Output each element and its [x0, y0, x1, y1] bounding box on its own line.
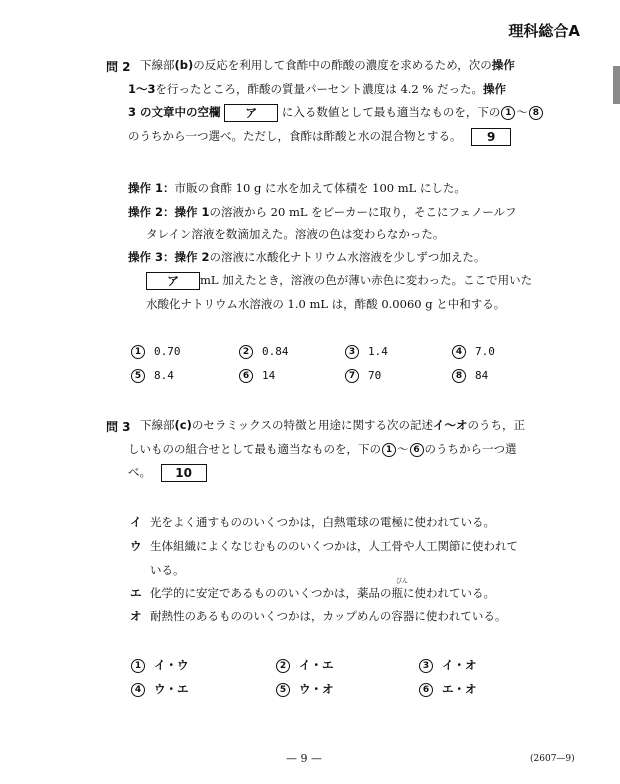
q3-option-2[interactable]: 2 イ・エ: [275, 657, 334, 673]
side-index-mark: [613, 66, 620, 104]
q3-statement-u-cont: いる。: [150, 563, 185, 577]
ruby-bin: びん: [396, 578, 409, 585]
q3-range-start: 1: [382, 443, 396, 457]
q2-label: 問 2: [106, 60, 131, 74]
q2-option-3[interactable]: 3 1.4: [344, 343, 388, 360]
q3-option-6[interactable]: 6 エ・オ: [418, 681, 477, 697]
q2-line-1: 下線部(b)の反応を利用して食酢中の酢酸の濃度を求めるため，次の操作: [140, 58, 515, 72]
op3: 操作 3：操作 2の溶液に水酸化ナトリウム水溶液を少しずつ加えた。: [128, 250, 486, 264]
q2-blank-box: ア: [224, 104, 278, 122]
q2-option-4[interactable]: 4 7.0: [451, 343, 495, 360]
q2-range-end: 8: [529, 106, 543, 120]
q3-line-2: しいものの組合せとして最も適当なものを，下の 1 ～ 6 のうちから一つ選: [128, 442, 517, 456]
q3-statement-o: オ 耐熱性のあるもののいくつかは，カップめんの容器に使われている。: [130, 609, 507, 623]
op2-cont: タレイン溶液を数滴加えた。溶液の色は変わらなかった。: [146, 227, 445, 241]
q2-answer-box: 9: [471, 128, 511, 146]
page-code: (2607—9): [530, 754, 575, 764]
q2-option-7[interactable]: 7 70: [344, 367, 381, 384]
op1: 操作 1：市販の食酢 10 g に水を加えて体積を 100 mL にした。: [128, 181, 466, 195]
q2-range-start: 1: [501, 106, 515, 120]
q3-option-4[interactable]: 4 ウ・エ: [130, 681, 189, 697]
q3-statement-u: ウ 生体組織によくなじむもののいくつかは，人工骨や人工関節に使われて: [130, 539, 518, 553]
q2-option-6[interactable]: 6 14: [238, 367, 275, 384]
page-number: — 9 —: [286, 752, 322, 765]
q2-option-1[interactable]: 1 0.70: [130, 343, 181, 360]
page-header-title: 理科総合A: [508, 22, 580, 40]
q3-statement-e: エ 化学的に安定であるもののいくつかは，薬品の瓶に使われている。: [130, 586, 495, 600]
q2-option-2[interactable]: 2 0.84: [238, 343, 289, 360]
q2-option-8[interactable]: 8 84: [451, 367, 488, 384]
q3-answer-box: 10: [161, 464, 207, 482]
q3-option-3[interactable]: 3 イ・オ: [418, 657, 477, 673]
q3-option-1[interactable]: 1 イ・ウ: [130, 657, 189, 673]
q3-range-end: 6: [410, 443, 424, 457]
q3-option-5[interactable]: 5 ウ・オ: [275, 681, 334, 697]
q2-line-4: のうちから一つ選べ。ただし，食酢は酢酸と水の混合物とする。 9: [128, 128, 511, 146]
op3-blank-box: ア: [146, 272, 200, 290]
q2-line-2: 1～3を行ったところ，酢酸の質量パーセント濃度は 4.2 % だった。操作: [128, 82, 506, 96]
op3-cont-2: 水酸化ナトリウム水溶液の 1.0 mL は，酢酸 0.0060 g と中和する。: [146, 297, 506, 311]
q3-line-3: べ。 10: [128, 464, 207, 482]
q3-statement-i: イ 光をよく通すもののいくつかは，白熱電球の電極に使われている。: [130, 515, 495, 529]
op3-cont-1: ア mL 加えたとき，溶液の色が薄い赤色に変わった。ここで用いた: [146, 272, 532, 290]
q2-option-5[interactable]: 5 8.4: [130, 367, 174, 384]
q3-label: 問 3: [106, 420, 131, 434]
q3-line-1: 下線部(c)のセラミックスの特徴と用途に関する次の記述イ～オのうち，正: [140, 418, 525, 432]
op2: 操作 2：操作 1の溶液から 20 mL をビーカーに取り，そこにフェノールフ: [128, 205, 517, 219]
q2-line-3: 3 の文章中の空欄 ア に入る数値として最も適当なものを，下の 1 ～ 8: [128, 104, 544, 122]
